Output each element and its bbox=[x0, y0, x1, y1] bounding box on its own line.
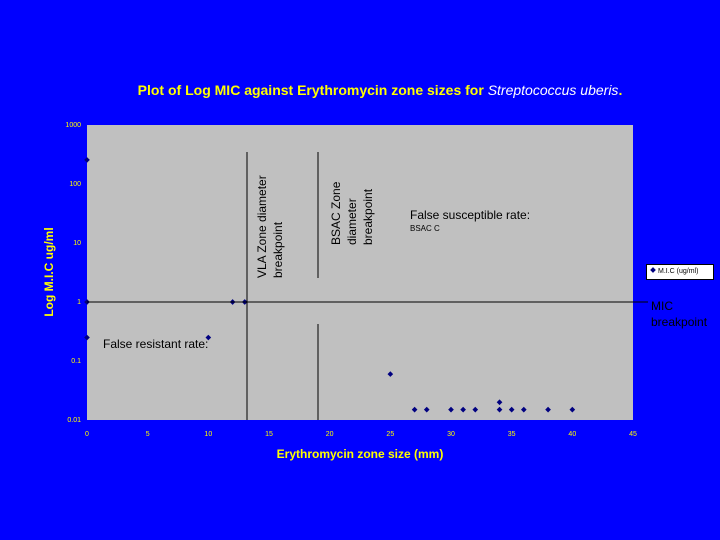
y-tick-label: 1 bbox=[77, 299, 81, 306]
y-tick-label: 0.01 bbox=[67, 417, 81, 424]
y-tick-label: 0.1 bbox=[71, 358, 81, 365]
legend-marker-icon bbox=[650, 267, 656, 273]
x-tick-label: 5 bbox=[145, 431, 150, 438]
legend bbox=[646, 264, 714, 280]
title-main: Plot of Log MIC against Erythromycin zone sizes for bbox=[137, 82, 484, 98]
y-tick-label: 10 bbox=[73, 240, 81, 247]
x-tick-label: 25 bbox=[386, 431, 395, 438]
false-susceptible-label: False susceptible rate: bbox=[410, 208, 531, 222]
x-tick-label: 35 bbox=[507, 431, 516, 438]
false-resistant-label: False resistant rate: bbox=[103, 337, 209, 351]
y-axis-label: Log M.I.C ug/ml bbox=[42, 227, 56, 317]
false-susceptible-sub: BSAC C bbox=[410, 224, 440, 233]
x-tick-label: 0 bbox=[85, 431, 89, 438]
vla-annotation: VLA Zone diameter breakpoint bbox=[255, 175, 285, 278]
x-tick-label: 10 bbox=[204, 431, 213, 438]
bsac-annotation: BSAC Zone diameter breakpoint bbox=[329, 181, 375, 245]
x-tick-label: 40 bbox=[568, 431, 577, 438]
title-end: . bbox=[618, 82, 623, 98]
legend-label: M.I.C (ug/ml) bbox=[658, 268, 699, 275]
plot-area bbox=[87, 125, 633, 420]
y-tick-label: 1000 bbox=[65, 122, 81, 129]
x-tick-label: 20 bbox=[325, 431, 334, 438]
x-tick-label: 15 bbox=[265, 431, 273, 438]
x-tick-label: 30 bbox=[447, 431, 455, 438]
title-species: Streptococcus uberis bbox=[487, 82, 619, 98]
mic-breakpoint-label: MIC breakpoint bbox=[651, 299, 708, 329]
x-tick-label: 45 bbox=[629, 431, 637, 438]
x-axis-label: Erythromycin zone size (mm) bbox=[276, 447, 444, 461]
y-tick-label: 100 bbox=[69, 181, 81, 188]
